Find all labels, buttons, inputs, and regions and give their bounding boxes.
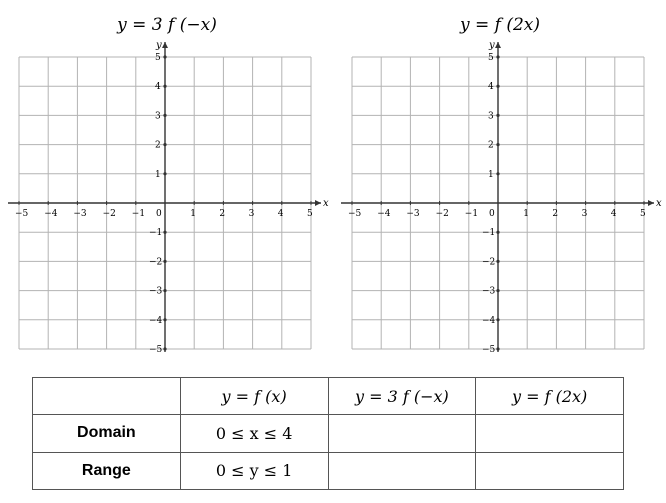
x-tick-label: 5 (640, 209, 646, 219)
table-row-range (33, 452, 624, 489)
y-tick-label: −5 (149, 345, 163, 355)
y-tick-mark (163, 318, 166, 321)
y-tick-label: 3 (488, 111, 494, 122)
y-tick-mark (163, 289, 166, 292)
y-axis-arrow (495, 42, 501, 48)
domain-range-table (32, 377, 624, 490)
range-f-2x-answer[interactable] (476, 452, 624, 489)
y-tick-mark (496, 260, 499, 263)
y-tick-mark (496, 114, 499, 117)
y-tick-label: 3 (155, 111, 161, 122)
x-tick-label: −5 (15, 209, 29, 219)
y-tick-label: 2 (488, 140, 494, 151)
x-tick-label: 4 (277, 209, 284, 219)
x-tick-label: 0 (489, 209, 495, 219)
y-tick-mark (496, 85, 499, 88)
y-tick-mark (163, 347, 166, 350)
y-tick-mark (496, 172, 499, 175)
x-tick-label: 5 (307, 209, 313, 219)
y-tick-label: −3 (482, 286, 496, 297)
x-tick-label: −1 (131, 209, 146, 219)
table-corner-cell (33, 378, 181, 415)
domain-f-2x-answer[interactable] (476, 415, 624, 452)
y-tick-label: −4 (482, 315, 496, 326)
x-tick-label: 3 (581, 209, 588, 219)
y-tick-mark (496, 289, 499, 292)
x-tick-label: −5 (348, 209, 362, 219)
y-tick-mark (163, 143, 166, 146)
x-tick-label: 0 (156, 209, 162, 219)
y-tick-mark (163, 260, 166, 263)
graph-title-right: y = f (2x) (459, 15, 541, 35)
domain-f-x: 0 ≤ x ≤ 4 (180, 415, 328, 452)
y-tick-label: 1 (155, 169, 161, 180)
y-tick-mark (496, 55, 499, 58)
x-axis-label: x (656, 198, 662, 209)
y-tick-mark (496, 231, 499, 234)
y-tick-mark (163, 55, 166, 58)
x-axis-label: x (323, 198, 329, 209)
x-tick-label: 1 (523, 209, 529, 219)
header-f-2x: y = f (2x) (476, 378, 624, 415)
y-axis-arrow (162, 42, 168, 48)
x-tick-label: −3 (406, 209, 420, 219)
y-tick-label: −1 (482, 228, 496, 239)
y-tick-label: −1 (149, 228, 163, 239)
y-tick-label: 5 (488, 53, 494, 63)
y-tick-mark (496, 347, 499, 350)
graph-title-left: y = 3 f (−x) (117, 15, 217, 35)
table-header-row (33, 378, 624, 415)
y-tick-mark (163, 85, 166, 88)
x-tick-label: −2 (102, 209, 116, 219)
range-f-x: 0 ≤ y ≤ 1 (180, 452, 328, 489)
y-tick-label: 1 (488, 169, 494, 180)
x-axis-arrow (315, 200, 321, 206)
y-tick-label: 4 (155, 82, 161, 93)
y-tick-mark (163, 231, 166, 234)
header-f-x: y = f (x) (180, 378, 328, 415)
y-tick-label: −3 (149, 286, 163, 297)
y-tick-mark (496, 318, 499, 321)
domain-3f-neg-x-answer[interactable] (328, 415, 476, 452)
x-tick-label: −4 (377, 209, 391, 219)
y-tick-label: 2 (155, 140, 161, 151)
header-3f-neg-x: y = 3 f (−x) (328, 378, 476, 415)
y-tick-label: −4 (149, 315, 163, 326)
x-tick-label: 2 (552, 209, 559, 219)
row-label-domain: Domain (33, 415, 181, 452)
x-tick-label: −1 (464, 209, 479, 219)
row-label-range: Range (33, 452, 181, 489)
x-tick-label: 4 (610, 209, 617, 219)
y-tick-mark (496, 143, 499, 146)
x-tick-label: −4 (44, 209, 58, 219)
y-tick-mark (163, 114, 166, 117)
x-tick-label: −3 (73, 209, 87, 219)
x-tick-label: −2 (435, 209, 449, 219)
x-tick-label: 2 (219, 209, 226, 219)
y-tick-label: −2 (149, 257, 163, 268)
y-tick-label: 4 (488, 82, 494, 93)
x-tick-label: 1 (190, 209, 196, 219)
y-axis-label: y (489, 40, 495, 51)
range-3f-neg-x-answer[interactable] (328, 452, 476, 489)
x-tick-label: 3 (248, 209, 255, 219)
y-tick-label: −2 (482, 257, 496, 268)
y-tick-mark (163, 172, 166, 175)
coordinate-grid-right (333, 40, 663, 362)
y-axis-label: y (156, 40, 162, 51)
y-tick-label: 5 (155, 53, 161, 63)
coordinate-grid-left (0, 40, 330, 362)
x-axis-arrow (648, 200, 654, 206)
table-row-domain (33, 415, 624, 452)
y-tick-label: −5 (482, 345, 496, 355)
